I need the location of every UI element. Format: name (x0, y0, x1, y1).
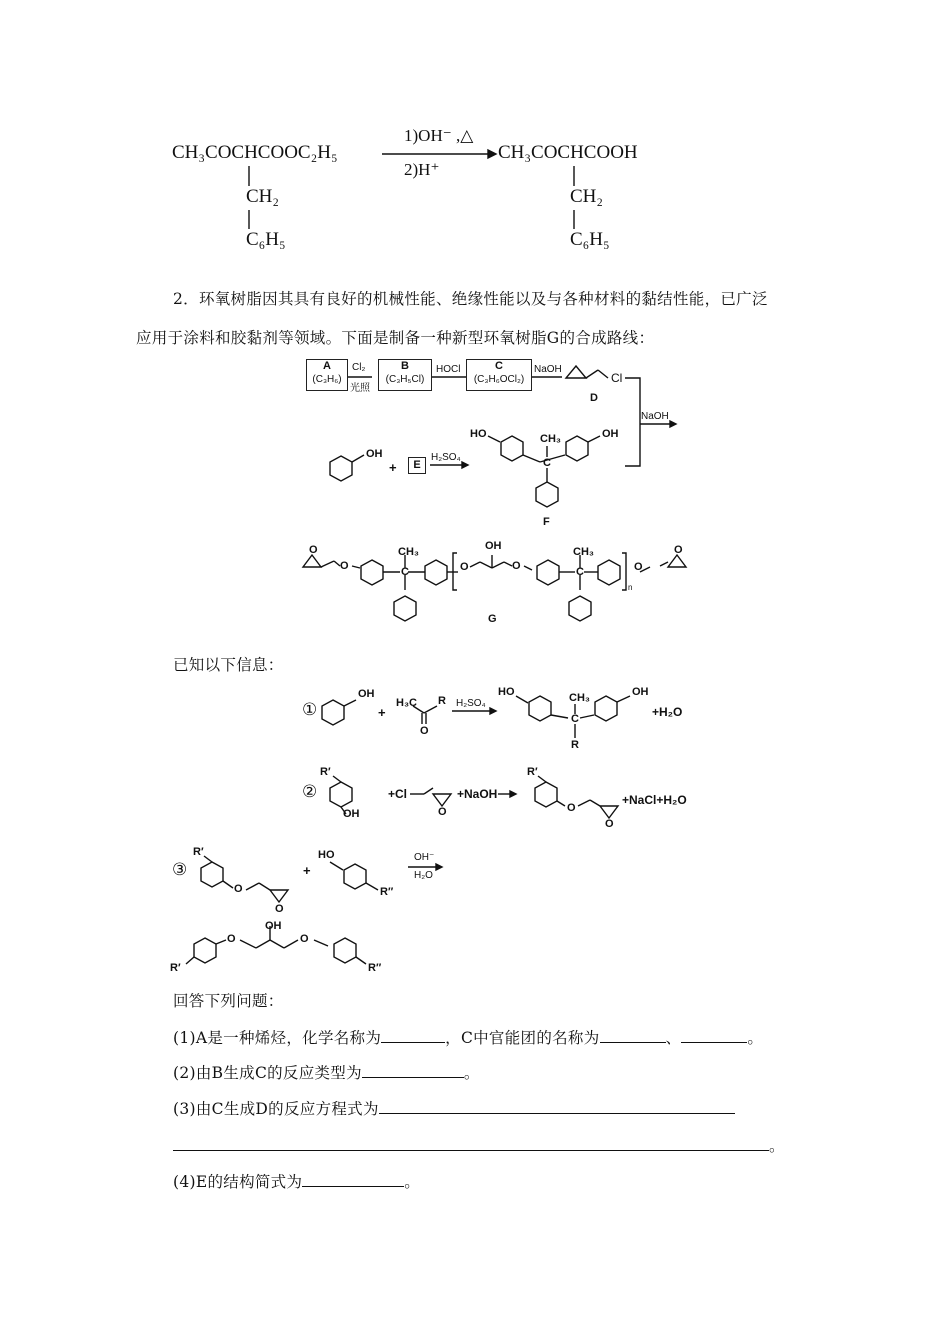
f-ch3: CH₃ (540, 433, 561, 445)
cond-ab-bottom: 光照 (350, 383, 370, 394)
cond-cd: NaOH (534, 364, 562, 375)
question-1-blank-2[interactable] (600, 1028, 666, 1043)
plus-sign: + (389, 460, 397, 475)
top-condition-1: 1)OH⁻ ,△ (404, 126, 474, 145)
cond-ab-top: Cl₂ (352, 362, 366, 373)
top-reactant-c6h5: C₆H₅ (246, 229, 286, 250)
compound-d-label: D (590, 392, 598, 404)
known-2-cl: +Cl (388, 787, 408, 801)
known-1-o: O (420, 725, 429, 737)
question-3-text-b: 。 (769, 1137, 785, 1155)
known-1-plus: + (378, 705, 386, 720)
question-4-blank[interactable] (302, 1172, 404, 1187)
top-product-c6h5: C₆H₅ (570, 229, 610, 250)
known-1-ho: HO (498, 686, 515, 698)
known-3-o-epoxide: O (275, 903, 284, 915)
known-3-product-oh: OH (265, 920, 282, 932)
question-3-blank-2[interactable] (173, 1136, 769, 1151)
known-3-product-r2: R″ (368, 962, 382, 974)
question-1-text-b: ，C中官能团的名称为 (445, 1029, 600, 1047)
compound-f-label: F (543, 516, 550, 528)
g-oh: OH (485, 540, 502, 552)
known-3-ho: HO (318, 849, 335, 861)
question-4 (173, 1170, 420, 1192)
known-1-h3c: H₃C (396, 697, 417, 709)
question-1-text-c: 、 (665, 1029, 682, 1047)
question-2-text-a: (2)由B生成C的反应类型为 (173, 1064, 362, 1082)
g-ether-o-2: O (460, 561, 469, 573)
known-2-tail: +NaCl+H₂O (622, 793, 687, 807)
question-1-text-a: (1)A是一种烯烃，化学名称为 (173, 1029, 382, 1047)
question-intro-line-1: 2．环氧树脂因其具有良好的机械性能、绝缘性能以及与各种材料的黏结性能，已广泛 (173, 290, 768, 308)
g-ether-o-1: O (340, 560, 349, 572)
known-2-o-epoxide: O (605, 818, 614, 830)
known-1-number: ① (302, 700, 318, 719)
f-ho: HO (470, 428, 487, 440)
g-subscript-n: n (628, 583, 633, 592)
known-1-oh-product: OH (632, 686, 649, 698)
known-3-cond-2: H₂O (414, 870, 433, 881)
known-3-o-ether: O (234, 883, 243, 895)
known-2-oh: OH (343, 808, 360, 820)
known-2-number: ② (302, 782, 318, 801)
top-product-ch2: CH₂ (570, 186, 604, 207)
compound-g-label: G (488, 613, 497, 625)
top-condition-2: 2)H⁺ (404, 160, 440, 179)
known-1-c: C (571, 713, 579, 725)
compound-a-box: A (C₃H₆) (306, 359, 348, 391)
compound-e-box: E (408, 457, 426, 474)
question-1 (173, 1026, 763, 1048)
question-2 (173, 1061, 480, 1083)
g-epoxide-o-left: O (309, 544, 318, 556)
g-ether-o-4: O (634, 561, 643, 573)
g-c-1: C (401, 566, 409, 578)
known-2-r-product: R′ (527, 766, 538, 778)
known-3-product-o-1: O (227, 933, 236, 945)
phenol-oh: OH (366, 448, 383, 460)
g-ch3-2: CH₃ (573, 546, 594, 558)
question-4-text-a: (4)E的结构简式为 (173, 1173, 303, 1191)
compound-b-box: B (C₃H₅Cl) (378, 359, 432, 391)
g-ether-o-3: O (512, 560, 521, 572)
answers-heading: 回答下列问题： (173, 992, 284, 1010)
known-3-number: ③ (172, 860, 188, 879)
top-arrow-head (488, 150, 496, 158)
top-product-formula: CH₃COCHCOOH (498, 142, 638, 163)
known-2-r: R′ (320, 766, 331, 778)
question-intro-line-2: 应用于涂料和胶黏剂等领域。下面是制备一种新型环氧树脂G的合成路线： (136, 329, 655, 347)
known-3-r2: R″ (380, 886, 394, 898)
f-oh: OH (602, 428, 619, 440)
cond-df: NaOH (641, 411, 669, 422)
known-3-product-o-2: O (300, 933, 309, 945)
known-2-naoh: +NaOH (457, 787, 498, 801)
g-ch3-1: CH₃ (398, 546, 419, 558)
known-1-r: R (438, 695, 446, 707)
known-1-condition: H₂SO₄ (456, 698, 486, 709)
g-c-2: C (576, 566, 584, 578)
g-epoxide-o-right: O (674, 544, 683, 556)
known-heading: 已知以下信息： (173, 656, 284, 674)
question-3 (173, 1097, 735, 1119)
known-1-r-product: R (571, 739, 579, 751)
question-2-blank[interactable] (362, 1063, 464, 1078)
known-3-plus: + (303, 863, 311, 878)
known-3-r: R′ (193, 846, 204, 858)
known-1-water: +H₂O (652, 705, 683, 719)
known-1-ch3: CH₃ (569, 692, 590, 704)
question-2-text-b: 。 (463, 1064, 480, 1082)
f-c: C (543, 457, 551, 469)
question-1-blank-3[interactable] (681, 1028, 747, 1043)
known-1-oh: OH (358, 688, 375, 700)
top-reactant-ch2: CH₂ (246, 186, 280, 207)
question-3-line-2 (173, 1134, 785, 1156)
known-2-o: O (438, 806, 447, 818)
question-1-blank-1[interactable] (381, 1028, 445, 1043)
cond-bc: HOCl (436, 364, 461, 375)
compound-c-box: C (C₃H₆OCl₂) (466, 359, 532, 391)
known-3-cond-1: OH⁻ (414, 852, 435, 863)
compound-d-cl: Cl (611, 371, 623, 385)
question-3-blank-1[interactable] (379, 1099, 735, 1114)
cond-e: H₂SO₄ (431, 452, 461, 463)
known-2-o-ether: O (567, 802, 576, 814)
question-3-text-a: (3)由C生成D的反应方程式为 (173, 1100, 379, 1118)
question-1-text-d: 。 (747, 1029, 764, 1047)
known-3-product-r1: R′ (170, 962, 181, 974)
question-4-text-b: 。 (404, 1173, 421, 1191)
top-reactant-formula: CH₃COCHCOOC₂H₅ (172, 142, 338, 163)
